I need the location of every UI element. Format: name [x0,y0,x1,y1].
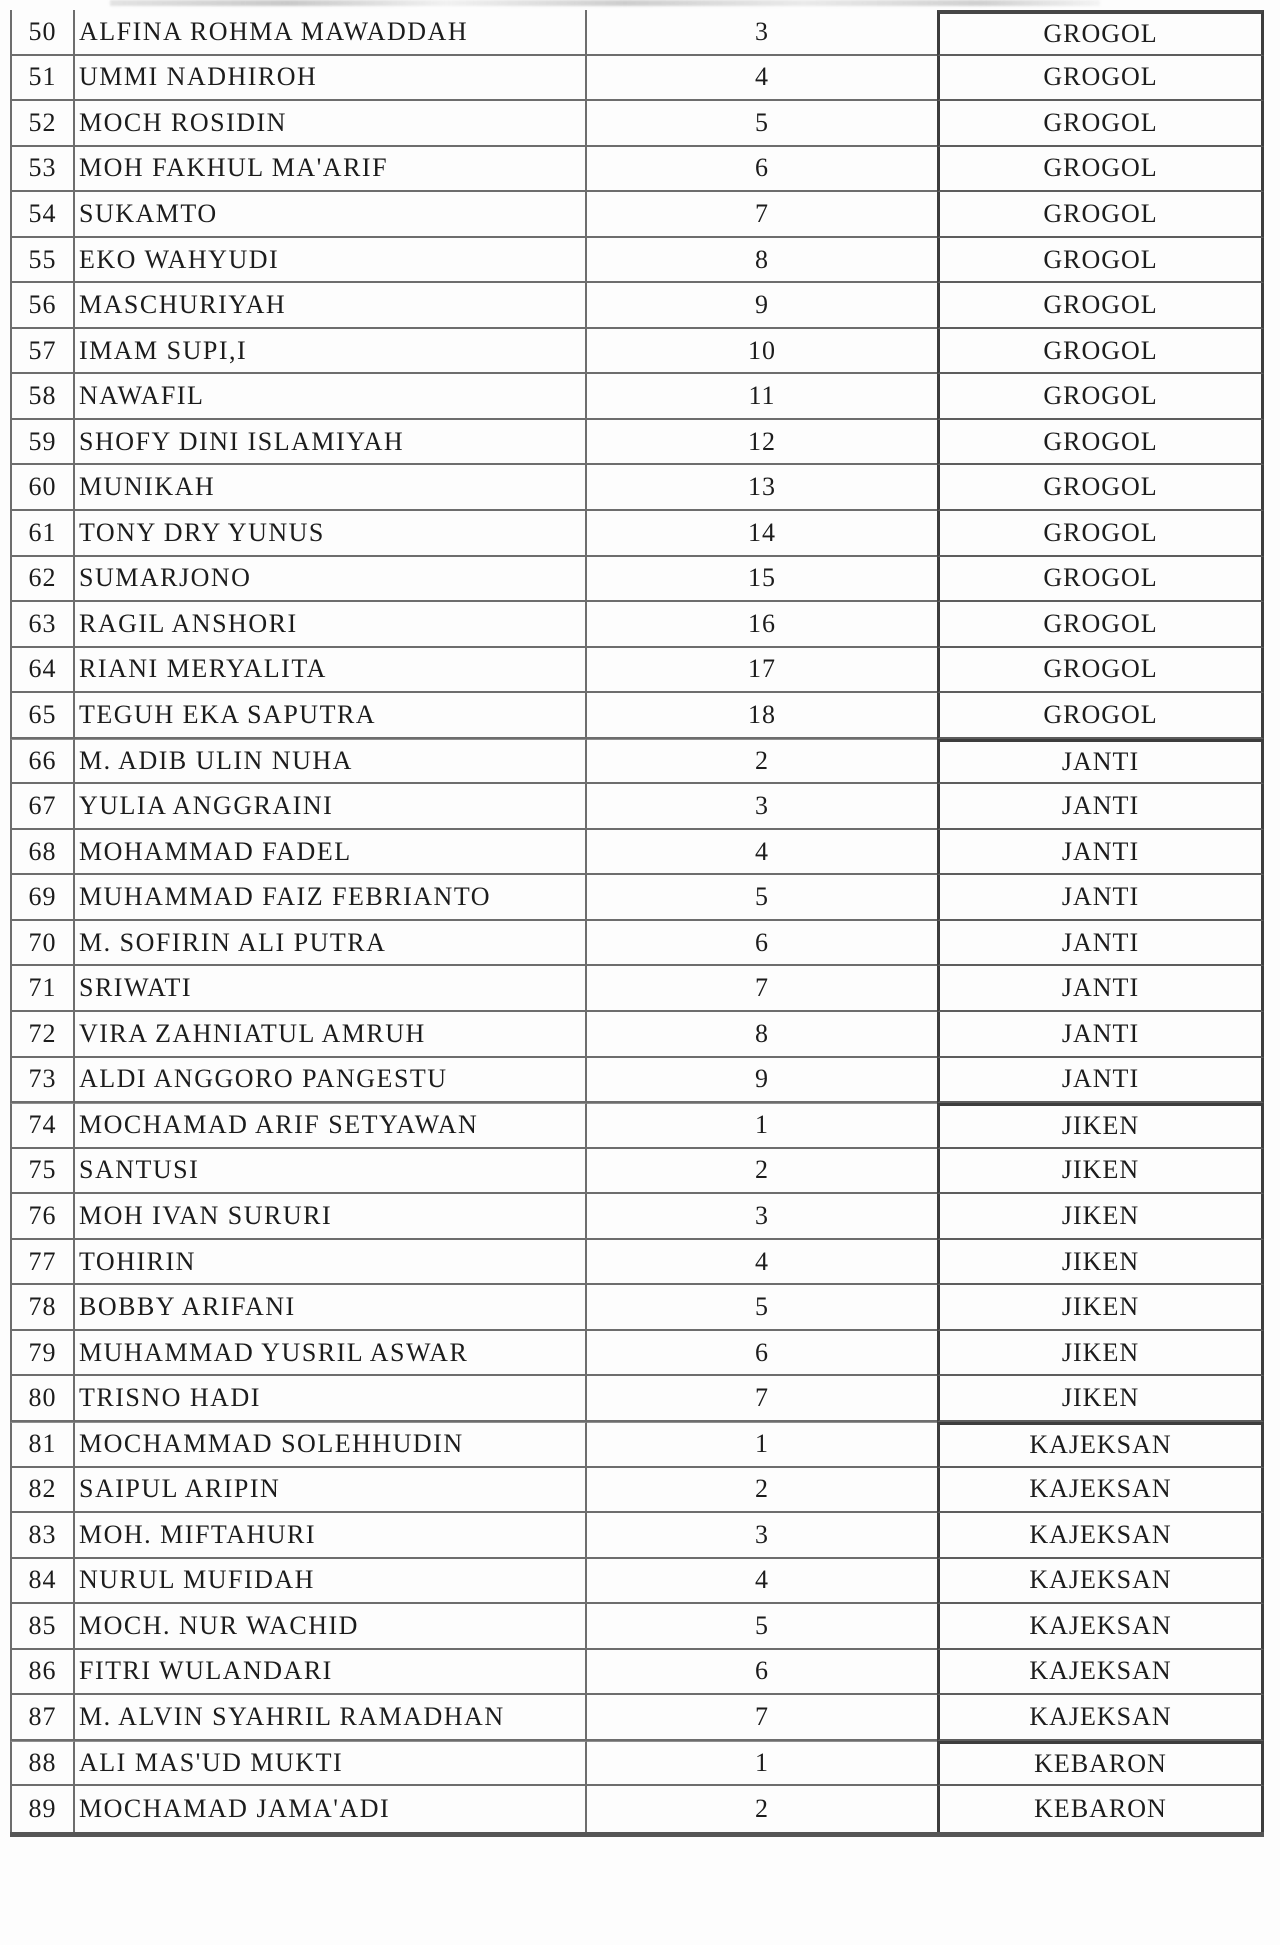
name-cell: M. ALVIN SYAHRIL RAMADHAN [75,1695,587,1741]
name-cell: MOH. MIFTAHURI [75,1513,587,1559]
name-cell: MOCHAMAD ARIF SETYAWAN [75,1103,587,1149]
scan-smudge-top [110,0,1100,6]
table-row [10,1468,1264,1514]
village-seq-cell: 9 [587,1058,937,1104]
row-number-cell: 70 [10,921,75,967]
village-seq-cell: 7 [587,192,937,238]
table-row [10,101,1264,147]
table-row [10,648,1264,694]
village-seq-cell: 6 [587,1650,937,1696]
name-cell: M. ADIB ULIN NUHA [75,739,587,785]
row-number-cell: 60 [10,465,75,511]
row-number-cell: 53 [10,147,75,193]
village-seq-cell: 2 [587,1468,937,1514]
name-cell: MUHAMMAD YUSRIL ASWAR [75,1331,587,1377]
table-row [10,875,1264,921]
name-cell: MOH IVAN SURURI [75,1194,587,1240]
name-cell: YULIA ANGGRAINI [75,784,587,830]
village-seq-cell: 15 [587,557,937,603]
name-cell: SHOFY DINI ISLAMIYAH [75,420,587,466]
table-row [10,1240,1264,1286]
village-cell: JANTI [937,1058,1264,1104]
village-seq-cell: 4 [587,56,937,102]
name-cell: TONY DRY YUNUS [75,511,587,557]
table-row [10,921,1264,967]
row-number-cell: 82 [10,1468,75,1514]
table-row [10,1604,1264,1650]
name-cell: TRISNO HADI [75,1376,587,1422]
table-row [10,1058,1264,1104]
village-cell: GROGOL [937,648,1264,694]
row-number-cell: 66 [10,739,75,785]
table-row [10,10,1264,56]
village-seq-cell: 10 [587,329,937,375]
village-seq-cell: 5 [587,101,937,147]
village-cell: GROGOL [937,10,1264,56]
village-cell: JIKEN [937,1240,1264,1286]
name-cell: VIRA ZAHNIATUL AMRUH [75,1012,587,1058]
village-seq-cell: 3 [587,784,937,830]
village-seq-cell: 7 [587,1376,937,1422]
village-cell: KAJEKSAN [937,1650,1264,1696]
table-row [10,283,1264,329]
village-seq-cell: 1 [587,1422,937,1468]
village-seq-cell: 9 [587,283,937,329]
row-number-cell: 62 [10,557,75,603]
table-row [10,1422,1264,1468]
village-cell: JIKEN [937,1149,1264,1195]
name-cell: NURUL MUFIDAH [75,1559,587,1605]
row-number-cell: 67 [10,784,75,830]
village-cell: GROGOL [937,557,1264,603]
village-seq-cell: 5 [587,1285,937,1331]
village-cell: GROGOL [937,511,1264,557]
row-number-cell: 80 [10,1376,75,1422]
row-number-cell: 87 [10,1695,75,1741]
village-seq-cell: 2 [587,739,937,785]
row-number-cell: 72 [10,1012,75,1058]
name-cell: SUMARJONO [75,557,587,603]
village-cell: GROGOL [937,374,1264,420]
row-number-cell: 65 [10,693,75,739]
name-cell: RIANI MERYALITA [75,648,587,694]
village-cell: KEBARON [937,1741,1264,1787]
village-seq-cell: 1 [587,1103,937,1149]
roster-table [10,10,1264,1837]
table-row [10,1376,1264,1422]
table-row [10,830,1264,876]
village-cell: GROGOL [937,192,1264,238]
row-number-cell: 58 [10,374,75,420]
row-number-cell: 78 [10,1285,75,1331]
village-seq-cell: 3 [587,1513,937,1559]
village-cell: JANTI [937,875,1264,921]
name-cell: SRIWATI [75,966,587,1012]
village-cell: GROGOL [937,602,1264,648]
village-seq-cell: 6 [587,921,937,967]
village-cell: GROGOL [937,329,1264,375]
name-cell: NAWAFIL [75,374,587,420]
row-number-cell: 81 [10,1422,75,1468]
village-seq-cell: 14 [587,511,937,557]
table-row [10,966,1264,1012]
row-number-cell: 76 [10,1194,75,1240]
name-cell: MOH FAKHUL MA'ARIF [75,147,587,193]
village-seq-cell: 6 [587,147,937,193]
row-number-cell: 86 [10,1650,75,1696]
village-cell: GROGOL [937,693,1264,739]
table-row [10,739,1264,785]
row-number-cell: 64 [10,648,75,694]
table-row [10,1695,1264,1741]
table-row [10,56,1264,102]
row-number-cell: 69 [10,875,75,921]
village-seq-cell: 4 [587,1240,937,1286]
name-cell: SANTUSI [75,1149,587,1195]
table-row [10,557,1264,603]
name-cell: EKO WAHYUDI [75,238,587,284]
village-cell: KAJEKSAN [937,1604,1264,1650]
table-row [10,602,1264,648]
village-cell: GROGOL [937,238,1264,284]
village-cell: JANTI [937,966,1264,1012]
village-seq-cell: 2 [587,1149,937,1195]
village-cell: GROGOL [937,283,1264,329]
village-seq-cell: 1 [587,1741,937,1787]
village-seq-cell: 3 [587,1194,937,1240]
village-cell: KAJEKSAN [937,1513,1264,1559]
village-seq-cell: 7 [587,1695,937,1741]
table-row [10,1741,1264,1787]
table-row [10,1559,1264,1605]
name-cell: MOCH ROSIDIN [75,101,587,147]
row-number-cell: 68 [10,830,75,876]
village-cell: GROGOL [937,465,1264,511]
table-row [10,465,1264,511]
row-number-cell: 83 [10,1513,75,1559]
village-cell: KEBARON [937,1786,1264,1832]
row-number-cell: 73 [10,1058,75,1104]
village-seq-cell: 8 [587,238,937,284]
row-number-cell: 71 [10,966,75,1012]
table-row [10,1513,1264,1559]
village-seq-cell: 16 [587,602,937,648]
name-cell: SAIPUL ARIPIN [75,1468,587,1514]
village-seq-cell: 5 [587,875,937,921]
village-cell: JANTI [937,784,1264,830]
row-number-cell: 57 [10,329,75,375]
name-cell: ALFINA ROHMA MAWADDAH [75,10,587,56]
row-number-cell: 52 [10,101,75,147]
table-row [10,693,1264,739]
name-cell: TEGUH EKA SAPUTRA [75,693,587,739]
table-row [10,1331,1264,1377]
table-row [10,192,1264,238]
village-cell: JIKEN [937,1103,1264,1149]
village-seq-cell: 3 [587,10,937,56]
name-cell: ALI MAS'UD MUKTI [75,1741,587,1787]
village-seq-cell: 17 [587,648,937,694]
village-seq-cell: 4 [587,1559,937,1605]
village-seq-cell: 4 [587,830,937,876]
village-cell: GROGOL [937,147,1264,193]
village-seq-cell: 18 [587,693,937,739]
village-cell: JANTI [937,921,1264,967]
table-row [10,1012,1264,1058]
table-row [10,1149,1264,1195]
row-number-cell: 85 [10,1604,75,1650]
row-number-cell: 77 [10,1240,75,1286]
table-row [10,1650,1264,1696]
name-cell: SUKAMTO [75,192,587,238]
village-cell: GROGOL [937,56,1264,102]
name-cell: MUHAMMAD FAIZ FEBRIANTO [75,875,587,921]
name-cell: RAGIL ANSHORI [75,602,587,648]
village-cell: JIKEN [937,1285,1264,1331]
village-seq-cell: 2 [755,1794,769,1824]
village-seq-cell: 12 [587,420,937,466]
village-cell: GROGOL [937,420,1264,466]
name-cell: MOHAMMAD FADEL [75,830,587,876]
row-number-cell: 59 [10,420,75,466]
village-seq-cell: 13 [587,465,937,511]
village-seq-cell: 7 [587,966,937,1012]
row-number-cell: 61 [10,511,75,557]
row-number-cell: 54 [10,192,75,238]
row-number-cell: 74 [10,1103,75,1149]
table-row [10,1194,1264,1240]
name-cell: MOCHAMMAD SOLEHHUDIN [75,1422,587,1468]
village-seq-cell: 8 [587,1012,937,1058]
row-number-cell: 75 [10,1149,75,1195]
row-number-cell: 88 [10,1741,75,1787]
table-row [10,511,1264,557]
name-cell: ALDI ANGGORO PANGESTU [75,1058,587,1104]
row-number-cell: 50 [10,10,75,56]
row-number-cell: 51 [10,56,75,102]
row-number-cell: 89 [10,1786,75,1832]
name-cell: MUNIKAH [75,465,587,511]
row-number-cell: 79 [10,1331,75,1377]
name-cell: MOCHAMAD JAMA'ADI [75,1786,587,1832]
village-cell: KAJEKSAN [937,1695,1264,1741]
village-cell: KAJEKSAN [937,1559,1264,1605]
village-seq-cell: 11 [587,374,937,420]
name-cell: M. SOFIRIN ALI PUTRA [75,921,587,967]
name-cell: IMAM SUPI,I [75,329,587,375]
village-cell: JANTI [937,739,1264,785]
table-row [10,784,1264,830]
table-row [10,1285,1264,1331]
row-number-cell: 56 [10,283,75,329]
row-number-cell: 63 [10,602,75,648]
table-row [10,420,1264,466]
name-cell: MASCHURIYAH [75,283,587,329]
name-cell: FITRI WULANDARI [75,1650,587,1696]
table-row [10,238,1264,284]
village-cell: JIKEN [937,1331,1264,1377]
table-row [10,1103,1264,1149]
name-cell: BOBBY ARIFANI [75,1285,587,1331]
village-seq-cell: 5 [587,1604,937,1650]
village-cell: KAJEKSAN [937,1468,1264,1514]
table-row [10,1786,1264,1832]
village-cell: JIKEN [937,1194,1264,1240]
village-cell: GROGOL [937,101,1264,147]
row-number-cell: 55 [10,238,75,284]
village-seq-cell: 6 [587,1331,937,1377]
village-cell: JANTI [937,830,1264,876]
name-cell: TOHIRIN [75,1240,587,1286]
table-row [10,374,1264,420]
village-cell: KAJEKSAN [937,1422,1264,1468]
table-row [10,329,1264,375]
row-number-cell: 84 [10,1559,75,1605]
village-cell: JIKEN [937,1376,1264,1422]
name-cell: UMMI NADHIROH [75,56,587,102]
village-cell: JANTI [937,1012,1264,1058]
name-cell: MOCH. NUR WACHID [75,1604,587,1650]
table-row [10,147,1264,193]
